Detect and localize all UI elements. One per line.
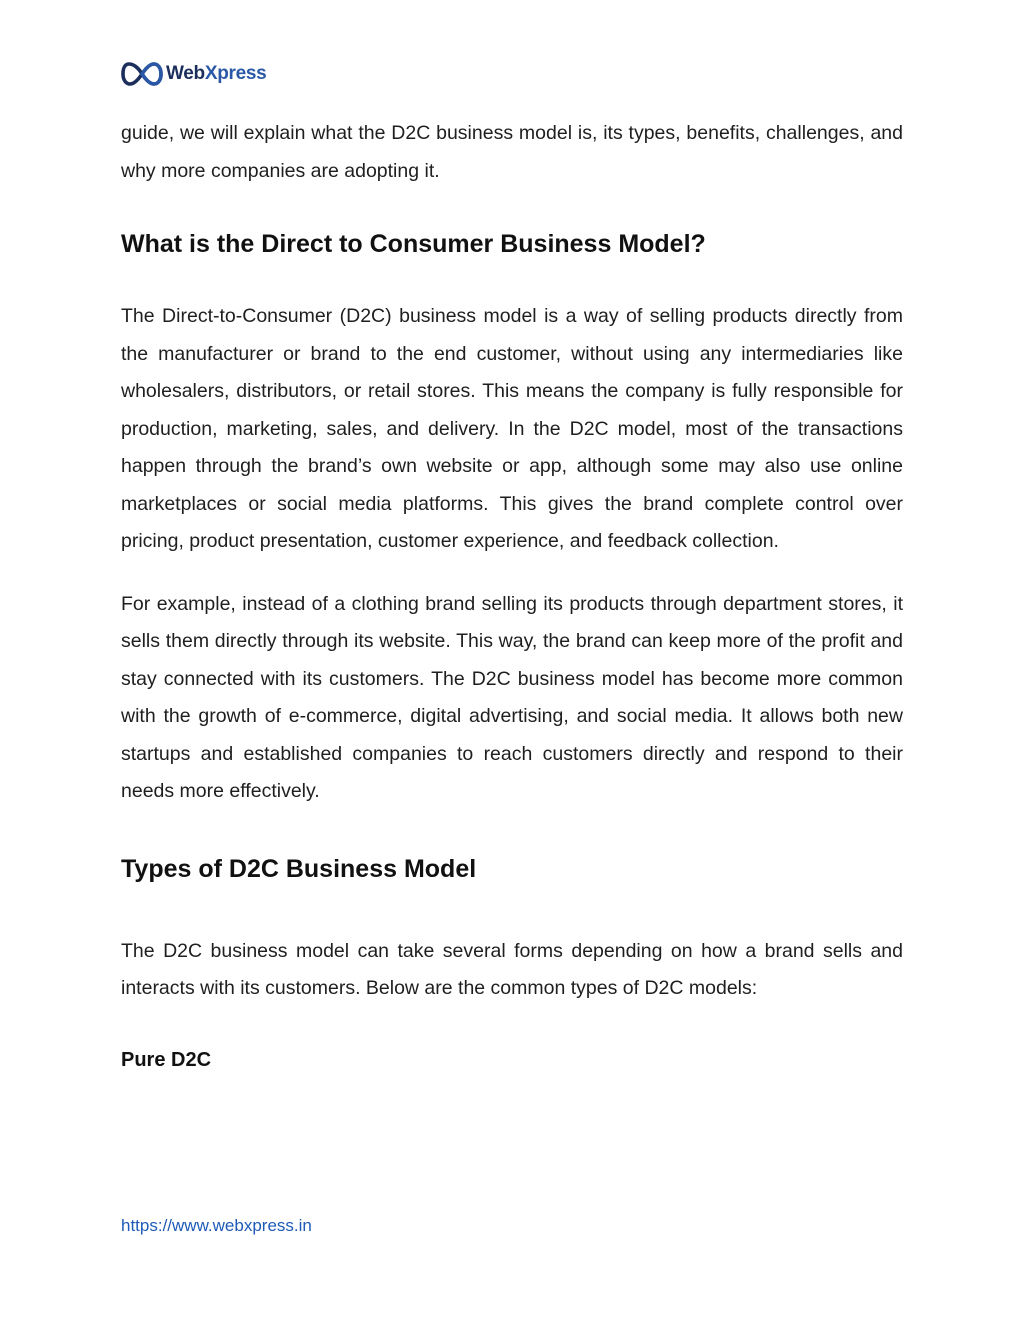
article-body [121, 115, 903, 1074]
paragraph-example: For example, instead of a clothing brand selling its products through department stores, it sells them directly through its website. This way, the brand can keep more of the profit and stay connected with its customers. The D2C business model has become more common with the growth of e-commerce, digital advertising, and social media. It allows both new startups and established companies to reach customers directly and respond to their needs more effectively. [121, 592, 903, 802]
section-heading-block [121, 228, 903, 260]
footer-website-link[interactable]: https://www.webxpress.in [121, 1216, 312, 1235]
subheading-block [121, 1046, 903, 1074]
section-heading-types: Types of D2C Business Model [121, 854, 477, 883]
logo-text-web: Web [166, 63, 205, 84]
section-heading-what-is-d2c: What is the Direct to Consumer Business Model? [121, 230, 706, 258]
paragraph-definition: The Direct-to-Consumer (D2C) business model is a way of selling products directly from the manufacturer or brand to the end customer, without using any intermediaries like wholesalers, distributors, or retail stores. This means the company is fully responsible for production, marketing, sales, and delivery. In the D2C model, most of the transactions happen through the brand’s own website or app, although some may also use online marketplaces or social media platforms. This gives the brand complete control over pricing, product presentation, customer experience, and feedback collection. [121, 305, 903, 552]
paragraph-types-intro: The D2C business model can take several forms depending on how a brand sells and interacts with its customers. Below are the common types of D2C models: [121, 939, 903, 999]
infinity-icon [121, 61, 163, 87]
logo-text [166, 63, 266, 85]
intro-paragraph: guide, we will explain what the D2C business model is, its types, benefits, challenges, and why more companies are adopting it. [121, 122, 903, 182]
webxpress-logo [121, 60, 266, 88]
section-heading-block [121, 853, 903, 885]
subheading-pure-d2c: Pure D2C [121, 1048, 212, 1071]
logo-text-xpress: Xpress [204, 63, 267, 84]
